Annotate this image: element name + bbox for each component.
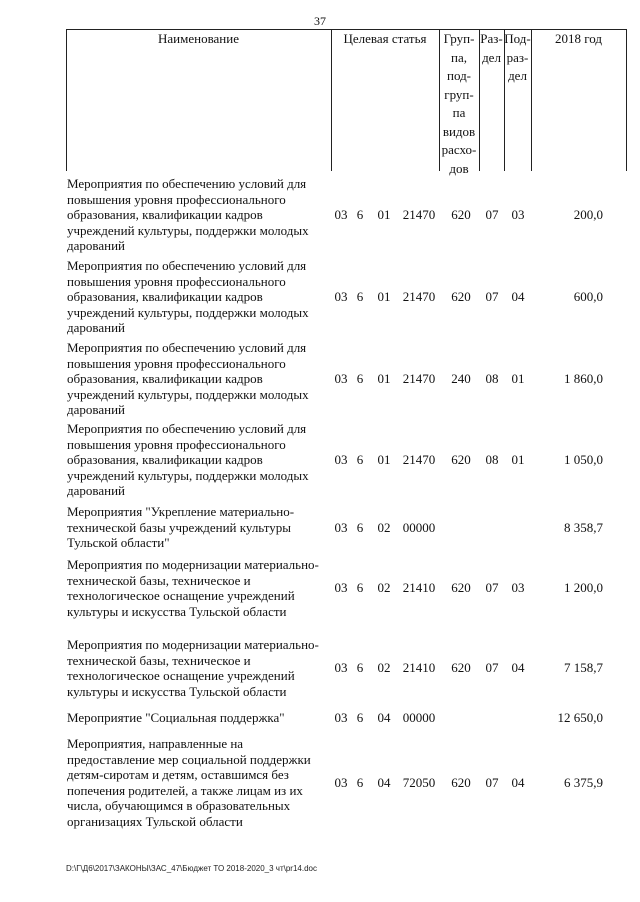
- row-code-c2: 6: [356, 207, 364, 222]
- row-name-line: дарований: [67, 320, 125, 335]
- row-code-c3: 04: [377, 774, 391, 790]
- row-name-line: Мероприятия по обеспечению условий для: [67, 421, 307, 436]
- row-name-line: повышения уровня профессионального: [67, 436, 286, 452]
- row-name: [67, 557, 325, 619]
- row-name-line: Мероприятия, направленные на: [67, 736, 244, 751]
- header-target-article: Целевая статья: [343, 31, 427, 46]
- row-code-c2: 6: [356, 452, 364, 467]
- row-name-line: Мероприятия по обеспечению условий для: [67, 340, 307, 355]
- row-name: [67, 258, 325, 336]
- row-name-line: культуры и искусства Тульской области: [67, 603, 287, 619]
- header-subsection: Под- раз- дел: [504, 31, 531, 83]
- row-name-line: числа, обучающимся в образовательных: [67, 798, 291, 813]
- row-name-line: образования, квалификации кадров: [67, 289, 263, 304]
- header-divider: [331, 29, 332, 171]
- row-code-c6: 07: [485, 207, 499, 222]
- row-code-c1: 03: [334, 660, 348, 676]
- row-name-line: Мероприятия по модернизации материально-: [67, 637, 319, 652]
- row-code-c4: 00000: [402, 519, 436, 535]
- row-name-line: Мероприятия по обеспечению условий для: [67, 258, 307, 273]
- row-amount: 1 860,0: [564, 371, 603, 386]
- row-amount: 1 200,0: [564, 580, 603, 596]
- row-code-c1: 03: [334, 710, 348, 725]
- row-name-line: учреждений культуры, поддержки молодых: [67, 222, 309, 238]
- row-name-line: предоставление мер социальной поддержки: [67, 751, 311, 767]
- row-name-line: повышения уровня профессионального: [67, 273, 286, 289]
- row-name-line: дарований: [67, 402, 125, 417]
- row-code-c6: 07: [485, 774, 499, 790]
- file-path-footer: D:\Г\Д6\2017\ЗАКОНЫ\ЗАС_47\Бюджет ТО 2018-2020_3 чт\pr14.doc: [66, 864, 317, 873]
- row-name-line: образования, квалификации кадров: [67, 371, 263, 386]
- row-name-line: технологическое оснащение учреждений: [67, 668, 295, 683]
- row-code-c1: 03: [334, 289, 348, 304]
- row-code-c2: 6: [356, 580, 364, 596]
- row-code-c2: 6: [356, 371, 364, 386]
- row-code-c7: 03: [511, 580, 525, 596]
- row-code-c4: 21470: [402, 207, 436, 222]
- row-code-c6: 07: [485, 580, 499, 596]
- row-name-line: учреждений культуры, поддержки молодых: [67, 304, 309, 320]
- row-name-line: повышения уровня профессионального: [67, 355, 286, 371]
- row-amount: 600,0: [573, 289, 603, 304]
- row-code-c4: 21470: [402, 371, 436, 386]
- row-code-c7: 01: [511, 452, 525, 467]
- row-name-line: Мероприятия по модернизации материально-: [67, 557, 319, 572]
- row-code-c5: 620: [451, 289, 471, 304]
- row-code-c1: 03: [334, 371, 348, 386]
- row-code-c2: 6: [356, 289, 364, 304]
- row-name-line: дарований: [67, 483, 125, 498]
- row-code-c5: 240: [451, 371, 471, 386]
- row-code-c3: 02: [377, 580, 391, 596]
- row-name: [67, 421, 325, 499]
- header-right-border: [626, 29, 627, 171]
- row-code-c5: 620: [451, 774, 471, 790]
- row-amount: 8 358,7: [564, 519, 603, 535]
- row-name-line: Мероприятия "Укрепление материально-: [67, 504, 295, 519]
- header-name: Наименование: [158, 31, 239, 46]
- row-code-c2: 6: [356, 660, 364, 676]
- row-name-line: учреждений культуры, поддержки молодых: [67, 467, 309, 483]
- row-code-c5: 620: [451, 660, 471, 676]
- row-code-c3: 01: [377, 207, 391, 222]
- row-code-c7: 03: [511, 207, 525, 222]
- row-name-line: Тульской области": [67, 535, 170, 550]
- row-name-line: технической базы, техническое и: [67, 572, 251, 588]
- row-name-line: учреждений культуры, поддержки молодых: [67, 386, 309, 402]
- row-code-c5: 620: [451, 207, 471, 222]
- row-code-c3: 02: [377, 519, 391, 535]
- row-amount: 6 375,9: [564, 774, 603, 790]
- row-code-c3: 02: [377, 660, 391, 676]
- row-name: [67, 176, 325, 254]
- row-name-line: образования, квалификации кадров: [67, 207, 263, 222]
- row-code-c4: 00000: [402, 710, 436, 725]
- row-name: [67, 710, 325, 726]
- row-code-c3: 01: [377, 289, 391, 304]
- row-amount: 12 650,0: [557, 710, 603, 725]
- row-code-c5: 620: [451, 452, 471, 467]
- row-amount: 200,0: [573, 207, 603, 222]
- row-name-line: повышения уровня профессионального: [67, 191, 286, 207]
- row-code-c6: 07: [485, 289, 499, 304]
- row-name-line: культуры и искусства Тульской области: [67, 683, 287, 699]
- header-divider: [531, 29, 532, 171]
- row-code-c1: 03: [334, 580, 348, 596]
- row-code-c2: 6: [356, 710, 364, 725]
- row-code-c4: 21470: [402, 289, 436, 304]
- row-code-c1: 03: [334, 452, 348, 467]
- row-code-c7: 01: [511, 371, 525, 386]
- row-code-c7: 04: [511, 774, 525, 790]
- row-name-line: организациях Тульской области: [67, 813, 243, 829]
- row-name-line: Мероприятия по обеспечению условий для: [67, 176, 307, 191]
- row-code-c1: 03: [334, 519, 348, 535]
- row-code-c4: 72050: [402, 774, 436, 790]
- row-code-c1: 03: [334, 207, 348, 222]
- row-name-line: попечения родителей, а также лицам из их: [67, 782, 303, 798]
- row-code-c4: 21410: [402, 580, 436, 596]
- row-name-line: Мероприятие "Социальная поддержка": [67, 710, 285, 725]
- row-name-line: технической базы учреждений культуры: [67, 519, 291, 535]
- row-code-c5: 620: [451, 580, 471, 596]
- row-code-c3: 01: [377, 452, 391, 467]
- row-name: [67, 637, 325, 699]
- row-code-c1: 03: [334, 774, 348, 790]
- row-code-c3: 01: [377, 371, 391, 386]
- row-code-c7: 04: [511, 289, 525, 304]
- header-year: 2018 год: [555, 31, 602, 46]
- header-section: Раз- дел: [480, 31, 503, 65]
- row-code-c4: 21470: [402, 452, 436, 467]
- row-code-c6: 07: [485, 660, 499, 676]
- row-code-c4: 21410: [402, 660, 436, 676]
- row-code-c6: 08: [485, 452, 499, 467]
- row-code-c6: 08: [485, 371, 499, 386]
- row-name-line: технической базы, техническое и: [67, 652, 251, 668]
- row-code-c2: 6: [356, 774, 364, 790]
- row-amount: 1 050,0: [564, 452, 603, 467]
- page-number: 37: [314, 14, 326, 28]
- row-amount: 7 158,7: [564, 660, 603, 676]
- header-expense-group: Груп- па, под- груп- па видов расхо- дов: [441, 31, 477, 176]
- row-name: [67, 504, 325, 551]
- row-name: [67, 736, 325, 829]
- row-name-line: детям-сиротам и детям, оставшимся без: [67, 767, 289, 782]
- row-code-c7: 04: [511, 660, 525, 676]
- row-code-c3: 04: [377, 710, 391, 725]
- row-code-c2: 6: [356, 519, 364, 535]
- row-name-line: образования, квалификации кадров: [67, 452, 263, 467]
- header-left-border: [66, 29, 67, 171]
- row-name: [67, 340, 325, 418]
- row-name-line: технологическое оснащение учреждений: [67, 588, 295, 603]
- table-header: [66, 29, 627, 176]
- row-name-line: дарований: [67, 238, 125, 253]
